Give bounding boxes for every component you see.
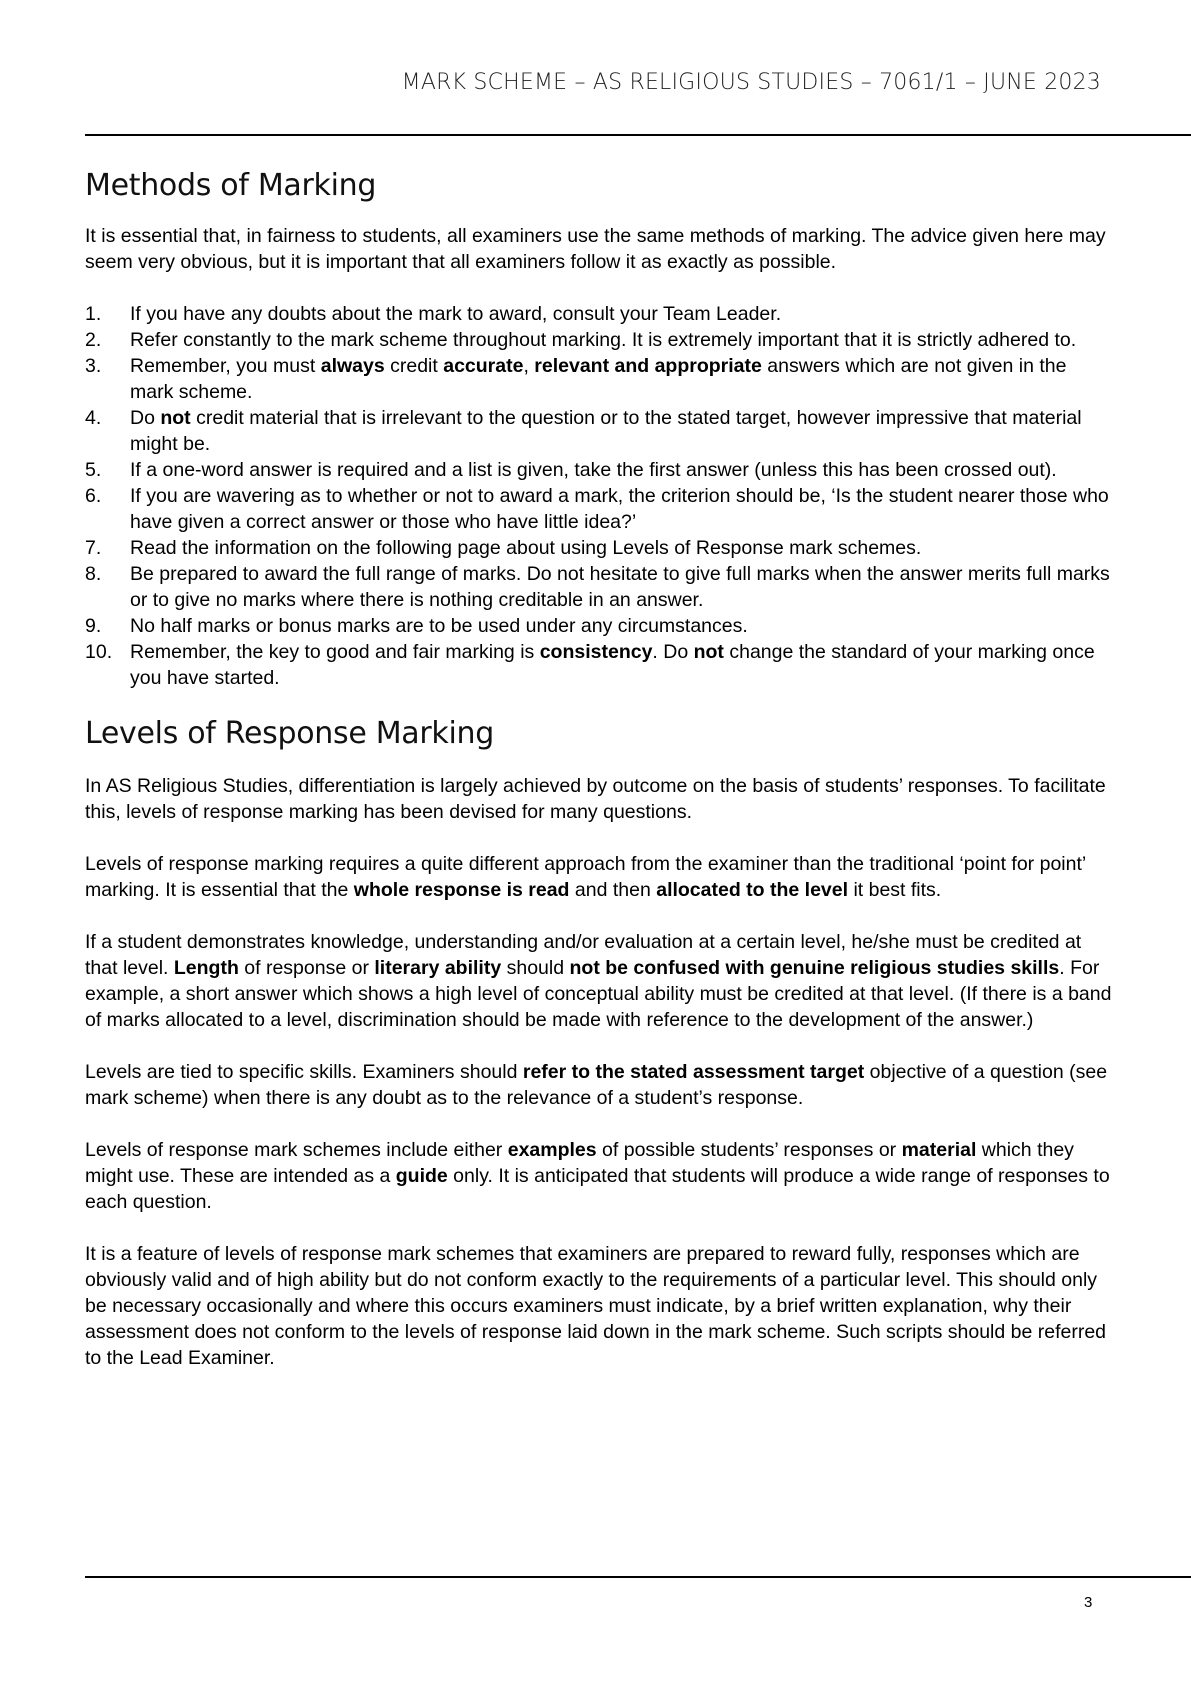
text-run: Levels of response mark schemes include either — [85, 1139, 508, 1161]
bold-run: material — [901, 1139, 977, 1161]
text-run: No half marks or bonus marks are to be used under any circumstances. — [130, 615, 748, 637]
list-item-number: 1. — [85, 303, 102, 325]
text-run: Do — [130, 407, 161, 429]
text-run: Refer constantly to the mark scheme throughout marking. It is extremely important that it is strictly adhered to. — [130, 329, 1077, 351]
text-run: only. It is anticipated that students will produce a wide range of responses to each question. — [85, 1165, 1110, 1213]
text-run: . Do — [652, 641, 694, 663]
list-item-number: 8. — [85, 563, 102, 585]
footer-divider — [85, 1576, 1191, 1578]
text-run: If a one-word answer is required and a list is given, take the first answer (unless this has been crossed out). — [130, 459, 1057, 481]
page-number: 3 — [1084, 1594, 1093, 1611]
levels-paragraph — [85, 1241, 1115, 1371]
list-item — [85, 535, 1115, 561]
list-item-number: 4. — [85, 407, 102, 429]
section-heading-methods: Methods of Marking — [85, 168, 377, 203]
list-item — [85, 457, 1115, 483]
text-run: of possible students’ responses or — [596, 1139, 902, 1161]
text-run: If you have any doubts about the mark to award, consult your Team Leader. — [130, 303, 782, 325]
list-item — [85, 613, 1115, 639]
text-run: If you are wavering as to whether or not to award a mark, the criterion should be, ‘Is the student nearer those who have given a correct answer or those who have little idea?’ — [130, 485, 1109, 533]
list-item — [85, 405, 1115, 457]
marking-rules-list — [85, 301, 1115, 691]
bold-run: consistency — [539, 641, 653, 663]
list-item-text — [130, 303, 781, 325]
text-run: answers which are not given in the mark scheme. — [130, 355, 1067, 403]
bold-run: literary ability — [374, 957, 502, 979]
list-item-text — [130, 615, 748, 637]
list-item-number: 5. — [85, 459, 102, 481]
list-item-number: 9. — [85, 615, 102, 637]
bold-run: examples — [507, 1139, 597, 1161]
text-run: . For example, a short answer which shows a high level of conceptual ability must be credited at that level. (If there is a band of marks allocated to a level, discrimination should be made with reference to the development of the answer.) — [85, 957, 1112, 1031]
bold-run: accurate — [443, 355, 524, 377]
list-item-text — [130, 459, 1057, 481]
text-run: objective of a question (see mark scheme) when there is any doubt as to the relevance of a student’s response. — [85, 1061, 1108, 1109]
methods-intro: It is essential that, in fairness to students, all examiners use the same methods of marking. The advice given here may seem very obvious, but it is important that all examiners follow it as exactly as possible. — [85, 225, 1106, 273]
text-run: If a student demonstrates knowledge, understanding and/or evaluation at a certain level, he/she must be credited at that level. — [85, 931, 1082, 979]
text-run: which they might use. These are intended as a — [85, 1139, 1074, 1187]
bold-run: not — [693, 641, 724, 663]
text-run: Remember, the key to good and fair marking is — [130, 641, 540, 663]
section-heading-levels: Levels of Response Marking — [85, 716, 494, 751]
list-item-number: 2. — [85, 329, 102, 351]
bold-run: whole response is read — [353, 879, 570, 901]
levels-paragraph — [85, 929, 1115, 1033]
list-item — [85, 327, 1115, 353]
list-item-text — [130, 641, 1095, 689]
bold-run: relevant and appropriate — [534, 355, 762, 377]
text-run: and then — [569, 879, 657, 901]
list-item — [85, 561, 1115, 613]
text-run: Levels of response marking requires a quite different approach from the examiner than the traditional ‘point for point’ marking. It is essential that the — [85, 853, 1086, 901]
list-item-text — [130, 407, 1082, 455]
list-item-text — [130, 485, 1109, 533]
bold-run: always — [320, 355, 385, 377]
text-run: of response or — [238, 957, 375, 979]
list-item-number: 6. — [85, 485, 102, 507]
list-item-number: 7. — [85, 537, 102, 559]
list-item — [85, 301, 1115, 327]
text-run: Be prepared to award the full range of marks. Do not hesitate to give full marks when the answer merits full marks or to give no marks where there is nothing creditable in an answer. — [130, 563, 1110, 611]
text-run: In AS Religious Studies, differentiation is largely achieved by outcome on the basis of students’ responses. To facilitate this, levels of response marking has been devised for many questions. — [85, 775, 1106, 823]
text-run: , — [523, 355, 535, 377]
list-item — [85, 483, 1115, 535]
text-run: Levels are tied to specific skills. Examiners should — [85, 1061, 523, 1083]
bold-run: not — [160, 407, 191, 429]
list-item-text — [130, 537, 921, 559]
text-run: should — [501, 957, 570, 979]
text-run: credit material that is irrelevant to the question or to the stated target, however impressive that material might be. — [130, 407, 1082, 455]
page-content — [85, 165, 1115, 1371]
bold-run: allocated to the level — [656, 879, 849, 901]
bold-run: refer to the stated assessment target — [522, 1061, 865, 1083]
list-item — [85, 353, 1115, 405]
list-item-text — [130, 563, 1110, 611]
levels-paragraph — [85, 1059, 1115, 1111]
bold-run: not be confused with genuine religious studies skills — [569, 957, 1060, 979]
bold-run: guide — [395, 1165, 448, 1187]
text-run: It is a feature of levels of response mark schemes that examiners are prepared to reward fully, responses which are obviously valid and of high ability but do not conform exactly to the requirements of a particular level. This should only be necessary occasionally and where this occurs examiners must indicate, by a brief written explanation, why their assessment does not conform to the levels of response laid down in the mark scheme. Such scripts should be referred to the Lead Examiner. — [85, 1243, 1107, 1369]
page-header: MARK SCHEME – AS RELIGIOUS STUDIES – 7061/1 – JUNE 2023 — [401, 70, 1101, 95]
levels-paragraph — [85, 773, 1115, 825]
text-run: credit — [384, 355, 444, 377]
text-run: change the standard of your marking once you have started. — [130, 641, 1095, 689]
levels-paragraph — [85, 851, 1115, 903]
list-item-text — [130, 355, 1066, 403]
text-run: Remember, you must — [130, 355, 321, 377]
header-divider — [85, 134, 1191, 136]
list-item-number: 10. — [85, 641, 113, 663]
text-run: Read the information on the following page about using Levels of Response mark schemes. — [130, 537, 922, 559]
text-run: it best fits. — [848, 879, 942, 901]
list-item-number: 3. — [85, 355, 102, 377]
levels-paragraph — [85, 1137, 1115, 1215]
bold-run: Length — [173, 957, 239, 979]
list-item-text — [130, 329, 1076, 351]
list-item — [85, 639, 1115, 691]
